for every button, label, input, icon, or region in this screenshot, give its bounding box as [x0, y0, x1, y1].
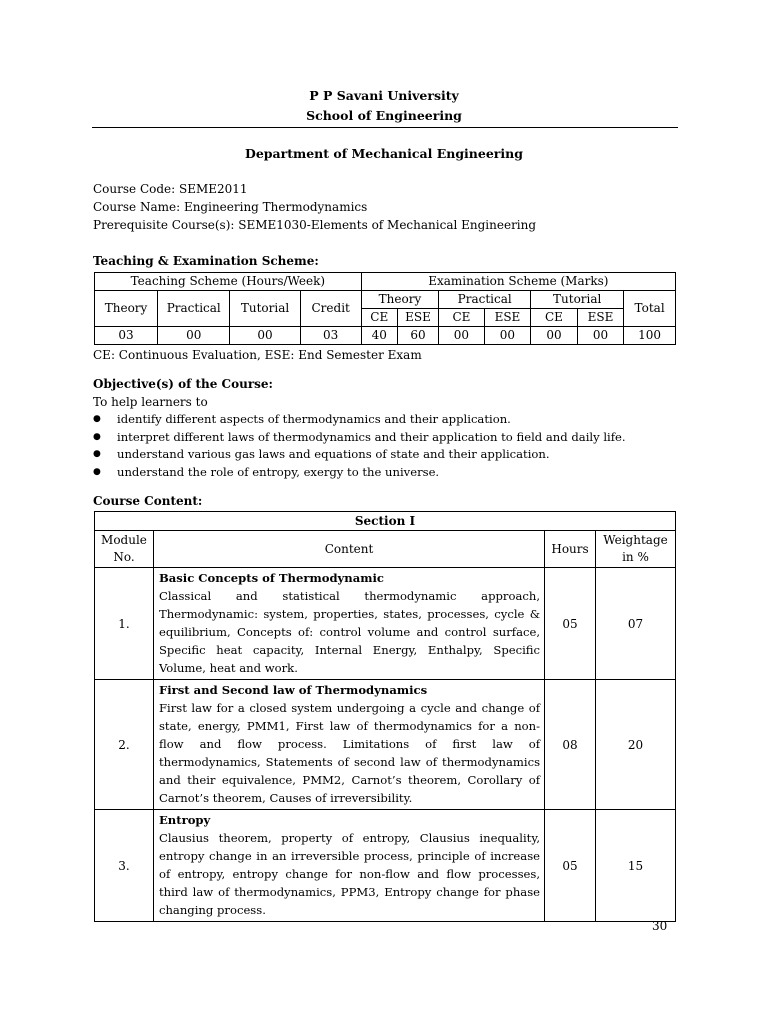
bullet-icon: ● [93, 449, 101, 459]
col-credit: Credit [300, 291, 361, 327]
content-heading: Course Content: [93, 494, 203, 508]
col-hours: Hours [545, 531, 596, 568]
module-weightage: 07 [596, 568, 676, 680]
val-theory: 03 [95, 327, 158, 345]
module-title: First and Second law of Thermodynamics [158, 683, 428, 697]
scheme-heading: Teaching & Examination Scheme: [93, 254, 319, 268]
list-item: ● interpret different laws of thermodynamics and their application to field and daily life. [93, 429, 626, 447]
sub-ese: ESE [484, 309, 531, 327]
val-practical-ce: 00 [439, 327, 484, 345]
course-code: Course Code: SEME2011 [93, 182, 248, 196]
sub-ce: CE [439, 309, 484, 327]
col-weightage: Weightage in % [596, 531, 676, 568]
table-row [95, 568, 676, 680]
val-practical-ese: 00 [484, 327, 531, 345]
teaching-scheme-header: Teaching Scheme (Hours/Week) [95, 273, 362, 291]
val-theory-ese: 60 [397, 327, 438, 345]
module-hours: 05 [545, 568, 596, 680]
scheme-table [94, 272, 676, 345]
prerequisite: Prerequisite Course(s): SEME1030-Elements of Mechanical Engineering [93, 218, 537, 232]
table-row [95, 810, 676, 922]
header-divider [92, 127, 678, 128]
university-title: P P Savani University [309, 88, 459, 103]
sub-ese: ESE [397, 309, 438, 327]
bullet-icon: ● [93, 414, 101, 424]
content-table [94, 511, 676, 922]
val-tutorial: 00 [230, 327, 300, 345]
module-no: 1. [95, 568, 154, 680]
scheme-note: CE: Continuous Evaluation, ESE: End Semester Exam [93, 348, 422, 362]
table-row [95, 680, 676, 810]
module-no: 3. [95, 810, 154, 922]
val-tutorial-ese: 00 [577, 327, 624, 345]
list-item: ● understand the role of entropy, exergy to the universe. [93, 464, 626, 482]
page-number: 30 [652, 919, 668, 933]
ex-total: Total [624, 291, 676, 327]
bullet-icon: ● [93, 466, 101, 477]
col-content: Content [153, 531, 544, 568]
module-weightage: 20 [596, 680, 676, 810]
module-content [153, 568, 544, 680]
objectives-list [93, 411, 626, 481]
module-title: Basic Concepts of Thermodynamic [158, 571, 384, 585]
module-text: First law for a closed system undergoing a cycle and change of state, energy, PMM1, First law of thermodynamics for a non-flow and flow process. Limitations of first law of thermodynamics, Statements of second law of thermodynamics and their equivalence, PMM2, Carnot’s theorem, Corollary of Carnot’s theorem, Causes of irreversibility. [158, 701, 541, 805]
ex-tutorial: Tutorial [531, 291, 624, 309]
module-hours: 08 [545, 680, 596, 810]
val-tutorial-ce: 00 [531, 327, 578, 345]
module-weightage: 15 [596, 810, 676, 922]
exam-scheme-header: Examination Scheme (Marks) [361, 273, 675, 291]
module-no: 2. [95, 680, 154, 810]
sub-ese: ESE [577, 309, 624, 327]
col-tutorial: Tutorial [230, 291, 300, 327]
school-title: School of Engineering [306, 108, 462, 123]
course-name: Course Name: Engineering Thermodynamics [93, 200, 368, 214]
department-title: Department of Mechanical Engineering [245, 146, 523, 161]
val-total: 100 [624, 327, 676, 345]
module-content [153, 680, 544, 810]
module-hours: 05 [545, 810, 596, 922]
ex-theory: Theory [361, 291, 439, 309]
objectives-intro: To help learners to [93, 395, 208, 409]
module-text: Classical and statistical thermodynamic approach, Thermodynamic: system, properties, states, processes, cycle & equilibrium, Concepts of: control volume and control surface, Specific heat capacity, Internal Energy, Enthalpy, Specific Volume, heat and work. [158, 589, 541, 675]
sub-ce: CE [361, 309, 397, 327]
module-content [153, 810, 544, 922]
module-text: Clausius theorem, property of entropy, Clausius inequality, entropy change in an irreversible process, principle of increase of entropy, entropy change for non-flow and flow processes, third law of thermodynamics, PPM3, Entropy change for phase changing process. [158, 831, 541, 917]
list-item: ● identify different aspects of thermodynamics and their application. [93, 411, 626, 429]
val-practical: 00 [158, 327, 230, 345]
col-module-no: Module No. [95, 531, 154, 568]
section-title: Section I [95, 512, 676, 531]
ex-practical: Practical [439, 291, 531, 309]
col-practical: Practical [158, 291, 230, 327]
objectives-heading: Objective(s) of the Course: [93, 377, 273, 391]
val-credit: 03 [300, 327, 361, 345]
list-item: ● understand various gas laws and equations of state and their application. [93, 446, 626, 464]
col-theory: Theory [95, 291, 158, 327]
bullet-icon: ● [93, 431, 101, 442]
module-title: Entropy [158, 813, 211, 827]
val-theory-ce: 40 [361, 327, 397, 345]
sub-ce: CE [531, 309, 578, 327]
